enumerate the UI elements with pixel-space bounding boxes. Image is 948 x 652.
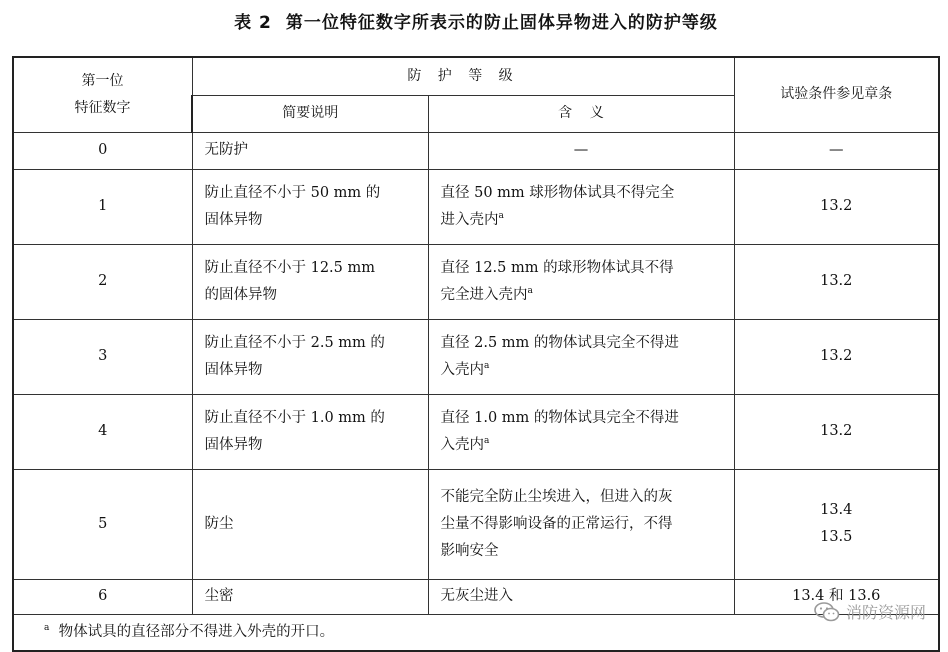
cell-test-clause: 13.2 — [734, 244, 939, 319]
table-row — [13, 394, 939, 469]
cell-test-clause: 13.2 — [734, 319, 939, 394]
cell-meaning: 直径 1.0 mm 的物体试具完全不得进 入壳内$^a$ — [428, 394, 734, 469]
cell-brief: 防止直径不小于 2.5 mm 的 固体异物 — [192, 319, 428, 394]
cell-digit: 5 — [13, 469, 192, 579]
cell-meaning: 直径 2.5 mm 的物体试具完全不得进 入壳内$^a$ — [428, 319, 734, 394]
footnote-mark: a — [484, 435, 490, 446]
cell-meaning: 无灰尘进入 — [428, 579, 734, 614]
footnote-mark: a — [44, 622, 50, 633]
header-meaning: 含 义 — [428, 95, 734, 132]
header-first-digit: 第一位 特征数字 — [13, 57, 192, 132]
cell-meaning: 直径 12.5 mm 的球形物体试具不得 完全进入壳内$^a$ — [428, 244, 734, 319]
table-caption: 第一位特征数字所表示的防止固体异物进入的防护等级 — [285, 13, 718, 33]
footnote-mark: a — [484, 360, 490, 371]
wechat-icon — [814, 602, 840, 622]
cell-test-clause: 13.2 — [734, 394, 939, 469]
table-title — [0, 8, 948, 33]
table-row — [13, 579, 939, 614]
cell-test-clause: — — [734, 132, 939, 169]
cell-brief: 防尘 — [192, 469, 428, 579]
cell-digit: 2 — [13, 244, 192, 319]
cell-digit: 4 — [13, 394, 192, 469]
cell-brief: 防止直径不小于 12.5 mm 的固体异物 — [192, 244, 428, 319]
cell-brief: 无防护 — [192, 132, 428, 169]
cell-brief: 防止直径不小于 50 mm 的 固体异物 — [192, 169, 428, 244]
protection-table — [12, 56, 940, 652]
cell-digit: 0 — [13, 132, 192, 169]
cell-meaning: — — [428, 132, 734, 169]
footnote-mark: a — [527, 285, 533, 296]
table-row — [13, 469, 939, 579]
cell-test-clause: 13.4 13.5 — [734, 469, 939, 579]
cell-meaning: 直径 50 mm 球形物体试具不得完全 进入壳内$^a$ — [428, 169, 734, 244]
cell-digit: 3 — [13, 319, 192, 394]
table-row — [13, 244, 939, 319]
table-number: 表 2 — [234, 13, 272, 33]
header-protection-level: 防 护 等 级 — [192, 57, 734, 95]
table-row — [13, 132, 939, 169]
watermark-text: 消防资源网 — [845, 603, 926, 622]
cell-digit: 1 — [13, 169, 192, 244]
header-test-clause: 试验条件参见章条 — [734, 57, 939, 132]
cell-digit: 6 — [13, 579, 192, 614]
table-row — [13, 169, 939, 244]
header-brief: 简要说明 — [192, 95, 428, 132]
footnote-text: 物体试具的直径部分不得进入外壳的开口。 — [58, 623, 335, 640]
cell-brief: 防止直径不小于 1.0 mm 的 固体异物 — [192, 394, 428, 469]
footnote-mark: a — [498, 210, 504, 221]
table-row — [13, 319, 939, 394]
cell-meaning: 不能完全防止尘埃进入，但进入的灰 尘量不得影响设备的正常运行，不得 影响安全 — [428, 469, 734, 579]
footnote — [13, 614, 939, 651]
cell-test-clause: 13.2 — [734, 169, 939, 244]
watermark — [814, 600, 926, 623]
cell-test-clause: 13.4 和 13.6 — [734, 579, 939, 614]
cell-brief: 尘密 — [192, 579, 428, 614]
